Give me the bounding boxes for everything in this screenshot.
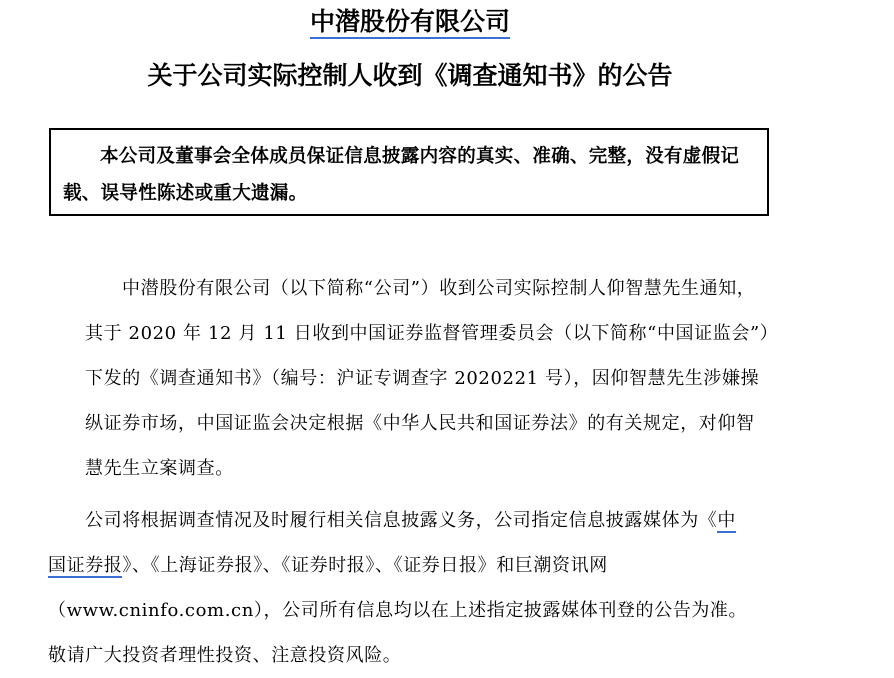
media-link-china-securities-journal[interactable]: 中 — [717, 510, 737, 531]
company-name: 中潜股份有限公司 — [310, 7, 510, 39]
paragraph-disclosure — [48, 498, 778, 678]
notice-title: 关于公司实际控制人收到《调查通知书》的公告 — [147, 61, 673, 90]
paragraph-line — [48, 498, 778, 543]
paragraph-line: 中潜股份有限公司（以下简称“公司”）收到公司实际控制人仰智慧先生通知， — [122, 278, 756, 299]
paragraph-line: 敬请广大投资者理性投资、注意投资风险。 — [48, 645, 402, 666]
paragraph-line: 其于 2020 年 12 月 11 日收到中国证券监督管理委员会（以下简称“中国证监会”） — [85, 323, 779, 344]
paragraph-text: 》、《上海证券报》、《证券时报》、《证券日报》和巨潮资讯网 — [122, 555, 608, 576]
paragraph-line — [48, 543, 778, 588]
paragraph-line: 纵证券市场，中国证监会决定根据《中华人民共和国证券法》的有关规定，对仰智 — [85, 413, 755, 434]
paragraph-text: 公司将根据调查情况及时履行相关信息披露义务，公司指定信息披露媒体为《 — [85, 510, 718, 531]
company-name-heading — [0, 4, 820, 40]
paragraph-line: 慧先生立案调查。 — [85, 458, 234, 479]
disclaimer-text: 本公司及董事会全体成员保证信息披露内容的真实、准确、完整，没有虚假记载、误导性陈述或重大遗漏。 — [63, 146, 740, 204]
paragraph-investigation — [48, 266, 778, 491]
paragraph-line: 下发的《调查通知书》（编号：沪证专调查字 2020221 号），因仰智慧先生涉嫌操 — [85, 368, 760, 389]
media-link-china-securities-journal-cont[interactable]: 国证券报 — [48, 555, 123, 576]
paragraph-line: （www.cninfo.com.cn），公司所有信息均以在上述指定披露媒体刊登的公告为准。 — [48, 600, 748, 621]
disclaimer-box — [49, 128, 769, 216]
